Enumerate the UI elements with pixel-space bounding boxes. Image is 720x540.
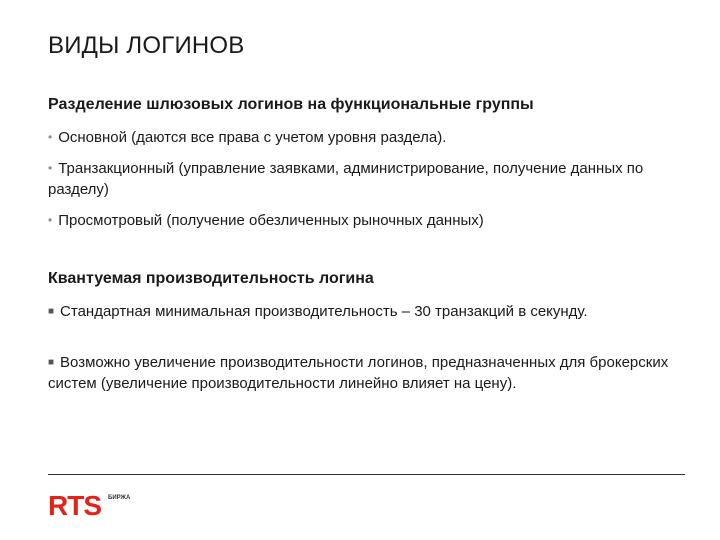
list-item: ■ Стандартная минимальная производительность – 30 транзакций в секунду. [48,303,588,320]
logo-subtitle: БИРЖА [108,495,131,501]
bullet-dot-icon: • [48,130,53,144]
list-item: • Просмотровый (получение обезличенных рыночных данных) [48,212,484,229]
bullet-dot-icon: • [48,213,53,227]
list-item: • Основной (даются все права с учетом уровня раздела). [48,129,447,146]
slide-title: ВИДЫ ЛОГИНОВ [48,32,245,59]
bullet-dot-icon: • [48,161,53,175]
bullet-square-icon: ■ [48,306,55,317]
rts-logo-icon [48,490,140,520]
logo-wordmark: RTS [48,490,101,520]
list-item: ■ Возможно увеличение производительности логинов, предназначенных для брокерских систем (увеличение производительности линейно влияет на цену). [48,354,669,392]
bullet-square-icon: ■ [48,357,55,368]
rts-logo [48,490,140,520]
list-item: • Транзакционный (управление заявками, администрирование, получение данных по разделу) [48,160,644,198]
section-heading-functional-groups: Разделение шлюзовых логинов на функциональные группы [48,96,534,113]
section-heading-login-throughput: Квантуемая производительность логина [48,270,374,287]
footer-divider [48,474,685,475]
